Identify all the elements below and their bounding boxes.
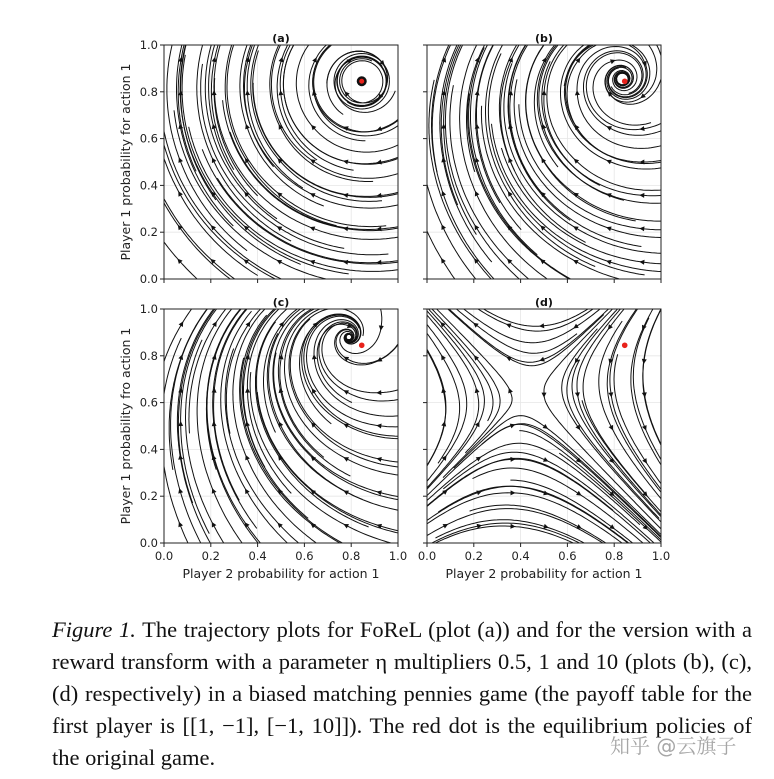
y-tick-label: 1.0 [139, 302, 158, 316]
x-tick-label: 0.8 [605, 549, 624, 563]
y-tick-label: 0.8 [139, 84, 158, 99]
x-tick-label: 0.0 [154, 549, 174, 563]
streamline [423, 222, 458, 283]
stream-arrow [245, 522, 250, 528]
streamline [566, 40, 664, 163]
stream-arrow [608, 324, 613, 330]
equilibrium-dot [359, 79, 364, 84]
streamline [177, 42, 234, 226]
caption-text: The trajectory plots for FoReL (plot (a)) and for the version with a reward transform with a parameter η multipliers 0.5, 1 and 10 (plots (b), (c), (d) respectively) in a biased matching pennies game (the payoff table for the first player is [[1, −1], [−1, 10]]). The red dot is the equilibrium policies of the original game. [52, 617, 753, 770]
x-tick-label: 0.2 [464, 549, 483, 563]
streamline [335, 329, 403, 365]
panel-a [118, 32, 403, 286]
panel-b [422, 32, 665, 284]
y-tick-label: 0.4 [139, 442, 158, 457]
streamline [160, 305, 195, 375]
streamline [182, 55, 349, 274]
x-tick-label: 0.8 [342, 549, 361, 563]
streamline [189, 305, 229, 433]
x-tick-label: 0.6 [558, 549, 577, 563]
x-axis-label: Player 2 probability for action 1 [182, 566, 380, 581]
stream-arrow [606, 227, 612, 232]
streamline [309, 40, 366, 141]
stream-arrow [244, 259, 250, 264]
streamline [584, 51, 666, 136]
panel-d [418, 296, 670, 581]
y-tick-label: 0.4 [139, 178, 158, 193]
panel-c [118, 296, 407, 581]
streamlines [160, 305, 403, 548]
streamline [519, 431, 664, 543]
stream-arrow [639, 260, 644, 265]
stream-arrow [510, 457, 515, 462]
streamline [186, 340, 226, 546]
streamline [539, 42, 624, 200]
panel-title: (a) [272, 32, 290, 45]
stream-arrow [474, 258, 479, 264]
y-tick-label: 0.6 [139, 395, 158, 410]
x-tick-label: 0.6 [295, 549, 314, 563]
streamline [253, 51, 401, 198]
stream-arrow [245, 90, 250, 95]
streamline [424, 486, 634, 547]
streamline [441, 42, 460, 205]
stream-arrow [639, 193, 644, 198]
stream-arrow [379, 325, 384, 330]
y-tick-label: 1.0 [139, 38, 158, 52]
streamlines [423, 304, 666, 547]
streamlines [160, 40, 403, 283]
streamline [217, 178, 400, 263]
stream-arrow [576, 491, 582, 496]
stream-arrow [178, 421, 183, 426]
streamline [425, 523, 588, 547]
panel-title: (c) [272, 296, 290, 309]
y-tick-label: 0.0 [139, 272, 158, 286]
streamline [169, 305, 210, 470]
watermark: 知乎 @云旗子 [610, 734, 737, 758]
y-axis-label: Player 1 probability fro action 1 [118, 327, 133, 525]
streamline [424, 311, 479, 488]
y-axis-label: Player 1 probability for action 1 [118, 63, 133, 261]
equilibrium-dot [359, 342, 365, 348]
stream-arrow [573, 324, 579, 329]
stream-arrow [609, 458, 614, 463]
x-tick-label: 0.0 [417, 549, 437, 563]
stream-arrow [246, 322, 251, 328]
caption-label: Figure 1. [52, 617, 136, 642]
stream-arrow [510, 524, 515, 529]
streamline [582, 400, 665, 516]
stream-arrow [575, 392, 580, 397]
y-tick-label: 0.0 [139, 536, 158, 550]
y-tick-label: 0.6 [139, 131, 158, 146]
streamline [444, 42, 477, 235]
stream-arrow [642, 359, 647, 364]
stream-arrow [543, 424, 549, 429]
y-tick-label: 0.2 [139, 489, 158, 504]
x-tick-label: 1.0 [651, 549, 671, 563]
stream-arrow [212, 388, 217, 393]
stream-arrow [212, 57, 217, 62]
streamline [468, 93, 578, 283]
stream-arrow [376, 457, 381, 462]
x-tick-label: 1.0 [388, 549, 408, 563]
stream-arrow [511, 490, 516, 495]
stream-arrow [539, 323, 544, 328]
equilibrium-dot [622, 78, 628, 84]
stream-arrow [441, 191, 446, 197]
x-tick-label: 0.4 [248, 549, 267, 563]
streamline [514, 79, 663, 237]
x-tick-label: 0.4 [511, 549, 530, 563]
streamlines [422, 40, 665, 283]
x-tick-label: 0.2 [201, 549, 220, 563]
stream-arrow [245, 388, 250, 393]
stream-arrow [475, 388, 480, 393]
streamline [209, 43, 277, 219]
equilibrium-dot [622, 342, 628, 348]
stream-arrow [543, 491, 549, 496]
stream-arrow [642, 458, 647, 464]
stream-arrow [639, 226, 644, 231]
streamline [241, 315, 349, 546]
panel-title: (b) [535, 32, 553, 45]
stream-arrow [542, 393, 547, 398]
y-tick-label: 0.8 [139, 348, 158, 363]
streamline [160, 191, 241, 283]
stream-arrow [608, 392, 613, 397]
streamline [178, 306, 217, 503]
panel-title: (d) [535, 296, 553, 309]
stream-arrow [178, 488, 183, 494]
stream-arrow [639, 126, 644, 131]
stream-arrow [376, 390, 381, 395]
stream-arrow [476, 457, 482, 462]
x-axis-label: Player 2 probability for action 1 [445, 566, 643, 581]
y-tick-label: 0.2 [139, 225, 158, 240]
stream-arrow [475, 90, 480, 95]
streamline [586, 53, 665, 130]
streamline [427, 526, 582, 548]
